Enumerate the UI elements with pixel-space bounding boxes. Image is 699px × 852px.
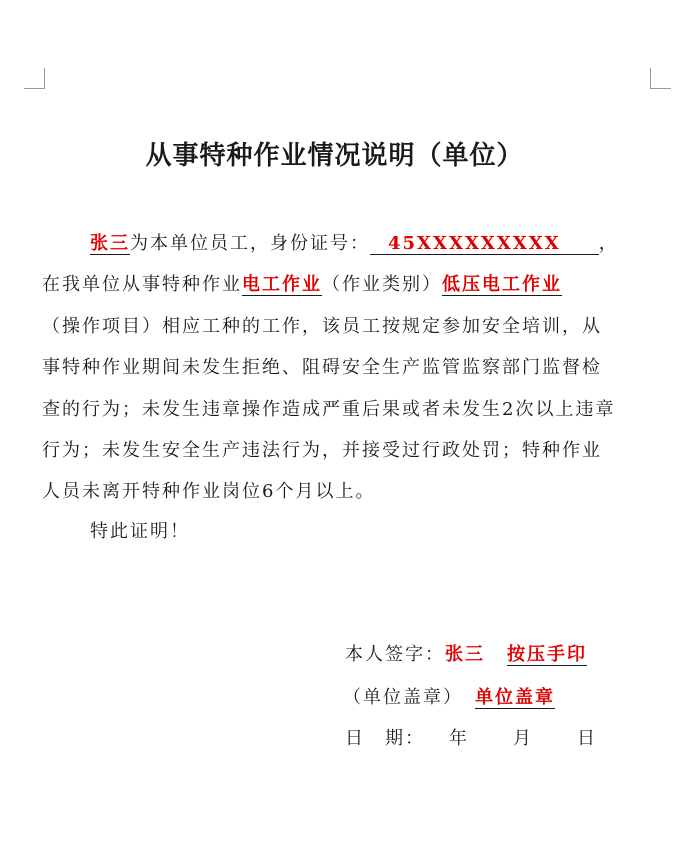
body-line-7: 人员未离开特种作业岗位6个月以上。 [42, 481, 376, 502]
date-day: 日 [577, 728, 597, 749]
body-line-4: 事特种作业期间未发生拒绝、阻碍安全生产监管监察部门监督检 [42, 357, 602, 378]
certification-statement: 特此证明！ [90, 521, 190, 542]
page-corner-mark-top-right [650, 68, 671, 89]
body-line-2-text: 在我单位从事特种作业 [42, 274, 242, 295]
date-label: 日 期： [345, 728, 425, 749]
body-line-1-end: ， [598, 233, 619, 254]
signature-label: 本人签字： [345, 644, 445, 665]
seal-field: 单位盖章 [475, 687, 555, 708]
fingerprint-field: 按压手印 [507, 644, 587, 665]
body-line-6: 行为；未发生安全生产违法行为，并接受过行政处罚；特种作业 [42, 440, 602, 461]
date-row [345, 724, 597, 750]
date-year: 年 [449, 728, 469, 749]
body-line-5: 查的行为；未发生违章操作造成严重后果或者未发生2次以上违章 [42, 399, 616, 420]
body-line-2-mid: （作业类别） [322, 274, 442, 295]
work-item: 低压电工作业 [442, 274, 562, 295]
page-corner-mark-top-left [24, 68, 45, 89]
signature-row [345, 640, 587, 666]
seal-label: （单位盖章） [343, 687, 463, 708]
body-line-1 [90, 229, 619, 255]
document-title: 从事特种作业情况说明（单位） [145, 141, 524, 171]
work-category: 电工作业 [242, 274, 322, 295]
body-line-3: （操作项目）相应工种的工作，该员工按规定参加安全培训，从 [42, 316, 602, 337]
employee-name: 张三 [90, 233, 130, 254]
signature-name: 张三 [445, 644, 485, 665]
id-number: 45XXXXXXXXX [388, 233, 561, 254]
body-line-2 [42, 270, 562, 296]
body-line-1-text: 为本单位员工，身份证号： [130, 233, 370, 254]
seal-row [343, 683, 555, 709]
date-month: 月 [513, 728, 533, 749]
